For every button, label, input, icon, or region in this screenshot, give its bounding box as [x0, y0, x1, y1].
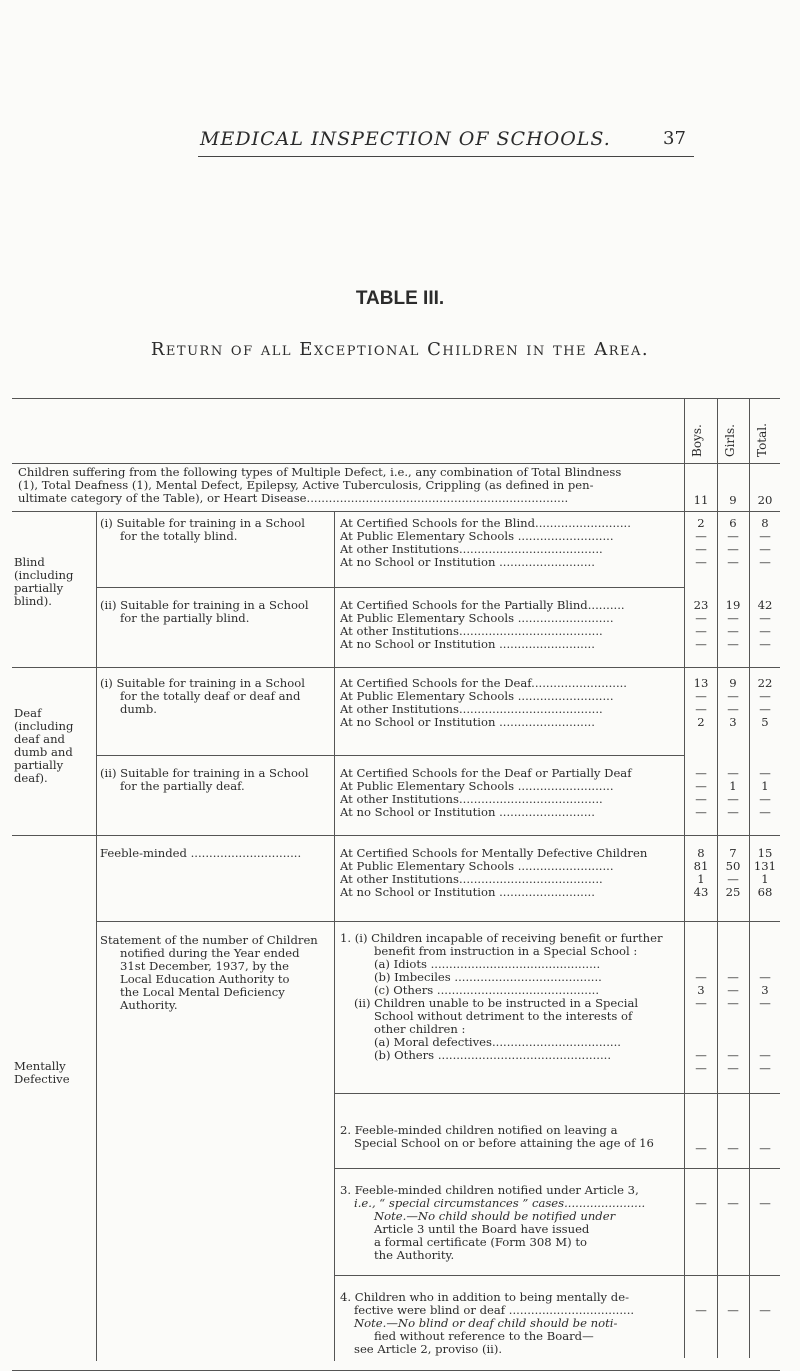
- row-total: —: [759, 702, 771, 716]
- row-girls: —: [727, 805, 739, 819]
- row-total: —: [759, 792, 771, 806]
- row-boys: —: [695, 529, 707, 543]
- row-boys: —: [695, 702, 707, 716]
- row-label: At Public Elementary Schools ..........................: [340, 860, 614, 873]
- item2-girls: —: [727, 1141, 739, 1155]
- category-col-rule: [96, 511, 97, 1361]
- row-boys: —: [695, 611, 707, 625]
- row-girls: —: [727, 637, 739, 651]
- row-label: At no School or Institution ..........................: [340, 886, 595, 899]
- row-boys: —: [695, 542, 707, 556]
- intro-line-3: ultimate category of the Table), or Heart Disease.......................................................................: [18, 492, 569, 505]
- row-label: At other Institutions.......................................: [340, 543, 603, 556]
- row-girls: —: [727, 624, 739, 638]
- row-boys: —: [695, 689, 707, 703]
- blind-g1-desc: (i) Suitable for training in a School for the totally blind.: [100, 516, 305, 543]
- others-c-boys: —: [695, 996, 707, 1010]
- row-total: —: [759, 805, 771, 819]
- row-label: At Certified Schools for the Deaf or Partially Deaf: [340, 767, 632, 780]
- row-total: 68: [757, 885, 773, 899]
- item2-boys: —: [695, 1141, 707, 1155]
- header-row-rule: [12, 463, 780, 464]
- row-total: 22: [757, 676, 773, 690]
- row-total: —: [759, 624, 771, 638]
- running-title: MEDICAL INSPECTION OF SCHOOLS.: [200, 128, 611, 150]
- deaf-label: Deaf (including deaf and dumb and partially deaf).: [14, 706, 74, 785]
- blind-bottom-rule: [12, 667, 780, 668]
- blind-g2-desc: (ii) Suitable for training in a School for the partially blind.: [100, 598, 309, 625]
- others-c-total: —: [759, 996, 771, 1010]
- row-total: —: [759, 611, 771, 625]
- row-label: At other Institutions.......................................: [340, 873, 603, 886]
- others-b-girls: —: [727, 1061, 739, 1075]
- row-label: At Public Elementary Schools ..........................: [340, 612, 614, 625]
- item2-text: 2. Feeble-minded children notified on leaving a Special School on or before attaining the age of 16: [340, 1123, 654, 1150]
- col-header-girls: Girls.: [723, 424, 737, 457]
- blind-inner-rule: [96, 587, 684, 588]
- row-girls: —: [727, 766, 739, 780]
- row-girls: —: [727, 702, 739, 716]
- row-total: 15: [757, 846, 773, 860]
- row-boys: —: [695, 624, 707, 638]
- row-girls: —: [727, 872, 739, 886]
- row-boys: —: [695, 637, 707, 651]
- row-girls: —: [727, 529, 739, 543]
- row-label: At other Institutions.......................................: [340, 703, 603, 716]
- page-number: 37: [663, 128, 686, 149]
- header-rule: [198, 156, 694, 157]
- row-label: At Public Elementary Schools ..........................: [340, 780, 614, 793]
- col-header-boys: Boys.: [690, 424, 704, 457]
- row-boys: 1: [697, 872, 705, 886]
- row-label: At other Institutions.......................................: [340, 793, 603, 806]
- idiots-total: —: [759, 970, 771, 984]
- blind-label: Blind (including partially blind).: [14, 555, 74, 608]
- intro-line-2: (1), Total Deafness (1), Mental Defect, Epilepsy, Active Tuberculosis, Crippling (as defined in pen-: [18, 478, 594, 492]
- row-boys: 2: [697, 715, 705, 729]
- row-girls: 1: [729, 779, 737, 793]
- row-total: —: [759, 529, 771, 543]
- row-total: —: [759, 689, 771, 703]
- intro-boys: 11: [693, 493, 709, 507]
- row-boys: —: [695, 792, 707, 806]
- intro-row-rule: [12, 511, 780, 512]
- boys-col-rule: [684, 398, 685, 1358]
- row-total: —: [759, 766, 771, 780]
- row-boys: 43: [693, 885, 709, 899]
- item2-total: —: [759, 1141, 771, 1155]
- row-boys: —: [695, 555, 707, 569]
- row-girls: 9: [729, 676, 737, 690]
- row-label: At Certified Schools for the Partially Blind..........: [340, 599, 625, 612]
- others-b-boys: —: [695, 1061, 707, 1075]
- row-girls: —: [727, 689, 739, 703]
- item4-boys: —: [695, 1303, 707, 1317]
- deaf-g1-desc: (i) Suitable for training in a School for the totally deaf or deaf and dumb.: [100, 676, 305, 716]
- row-boys: 8: [697, 846, 705, 860]
- row-boys: 2: [697, 516, 705, 530]
- row-girls: —: [727, 542, 739, 556]
- item4-text: 4. Children who in addition to being mentally de- fective were blind or deaf .................................. Note.—No blind or deaf child should be noti- fied without reference to the Board— see Article 2, proviso (ii).: [340, 1290, 635, 1356]
- row-label: At Certified Schools for the Blind..........................: [340, 517, 631, 530]
- row-label: At no School or Institution ..........................: [340, 716, 595, 729]
- row-boys: 81: [693, 859, 709, 873]
- item2-bottom-rule: [334, 1168, 780, 1169]
- row-girls: 3: [729, 715, 737, 729]
- row-total: 1: [761, 872, 769, 886]
- item3-text: 3. Feeble-minded children notified under Article 3, i.e., “ special circumstances ” cases...................... Note.—No child should be notified under Article 3 until the Board have issued a formal certificate (Form 308 M) to the Authority.: [340, 1183, 646, 1262]
- page-header: [0, 128, 800, 152]
- row-total: —: [759, 542, 771, 556]
- table-title: TABLE III.: [355, 288, 445, 309]
- intro-line-1: Children suffering from the following types of Multiple Defect, i.e., any combination of Total Blindness: [18, 465, 622, 479]
- row-total: 42: [757, 598, 773, 612]
- row-label: At no School or Institution ..........................: [340, 556, 595, 569]
- row-total: 131: [753, 859, 777, 873]
- row-total: —: [759, 637, 771, 651]
- others-c-girls: —: [727, 996, 739, 1010]
- description-col-rule: [334, 511, 335, 1361]
- mental-label: Mentally Defective: [14, 1059, 70, 1086]
- row-girls: 50: [725, 859, 741, 873]
- others-b-total: —: [759, 1061, 771, 1075]
- idiots-girls: —: [727, 970, 739, 984]
- deaf-bottom-rule: [12, 835, 780, 836]
- intro-total: 20: [757, 493, 773, 507]
- item4-total: —: [759, 1303, 771, 1317]
- row-total: 8: [761, 516, 769, 530]
- row-label: At no School or Institution ..........................: [340, 638, 595, 651]
- row-girls: 25: [725, 885, 741, 899]
- row-label: At Certified Schools for the Deaf..........................: [340, 677, 627, 690]
- idiots-boys: —: [695, 970, 707, 984]
- row-label: At Public Elementary Schools ..........................: [340, 530, 614, 543]
- item4-girls: —: [727, 1303, 739, 1317]
- table-subtitle: Return of all Exceptional Children in the Area.: [150, 339, 650, 360]
- row-boys: —: [695, 766, 707, 780]
- item3-bottom-rule: [334, 1275, 780, 1276]
- row-girls: 7: [729, 846, 737, 860]
- item1-bottom-rule: [334, 1093, 780, 1094]
- imbeciles-girls: —: [727, 983, 739, 997]
- feeble-bottom-rule: [96, 921, 780, 922]
- deaf-inner-rule: [96, 755, 684, 756]
- row-boys: —: [695, 805, 707, 819]
- moral-total: —: [759, 1048, 771, 1062]
- row-total: 1: [761, 779, 769, 793]
- row-boys: 13: [693, 676, 709, 690]
- imbeciles-total: 3: [761, 983, 769, 997]
- row-label: At other Institutions.......................................: [340, 625, 603, 638]
- row-boys: —: [695, 779, 707, 793]
- row-girls: 19: [725, 598, 741, 612]
- row-girls: 6: [729, 516, 737, 530]
- item3-girls: —: [727, 1196, 739, 1210]
- item3-total: —: [759, 1196, 771, 1210]
- row-label: At Certified Schools for Mentally Defective Children: [340, 847, 648, 860]
- row-label: At Public Elementary Schools ..........................: [340, 690, 614, 703]
- item3-boys: —: [695, 1196, 707, 1210]
- moral-boys: —: [695, 1048, 707, 1062]
- row-girls: —: [727, 611, 739, 625]
- table-top-rule: [12, 398, 780, 399]
- row-girls: —: [727, 792, 739, 806]
- intro-girls: 9: [729, 493, 737, 507]
- row-girls: —: [727, 555, 739, 569]
- imbeciles-boys: 3: [697, 983, 705, 997]
- deaf-g2-desc: (ii) Suitable for training in a School for the partially deaf.: [100, 766, 309, 793]
- row-label: At no School or Institution ..........................: [340, 806, 595, 819]
- col-header-total: Total.: [755, 423, 769, 457]
- feeble-desc: Feeble-minded ..............................: [100, 846, 302, 860]
- statement-desc: Statement of the number of Children notified during the Year ended 31st December, 1937, by the Local Education Authority to the Local Mental Deficiency Authority.: [100, 933, 318, 1012]
- row-boys: 23: [693, 598, 709, 612]
- item1-text: 1. (i) Children incapable of receiving benefit or further benefit from instruction in a Special School : (a) Idiots .............................................. (b) Imbeciles ........................................ (c) Others ............................................ (ii) Children unable to be instructed in a Special School without detriment to the interests of other children : (a) Moral defectives................................... (b) Others ...............................................: [340, 931, 663, 1062]
- row-total: —: [759, 555, 771, 569]
- row-total: 5: [761, 715, 769, 729]
- moral-girls: —: [727, 1048, 739, 1062]
